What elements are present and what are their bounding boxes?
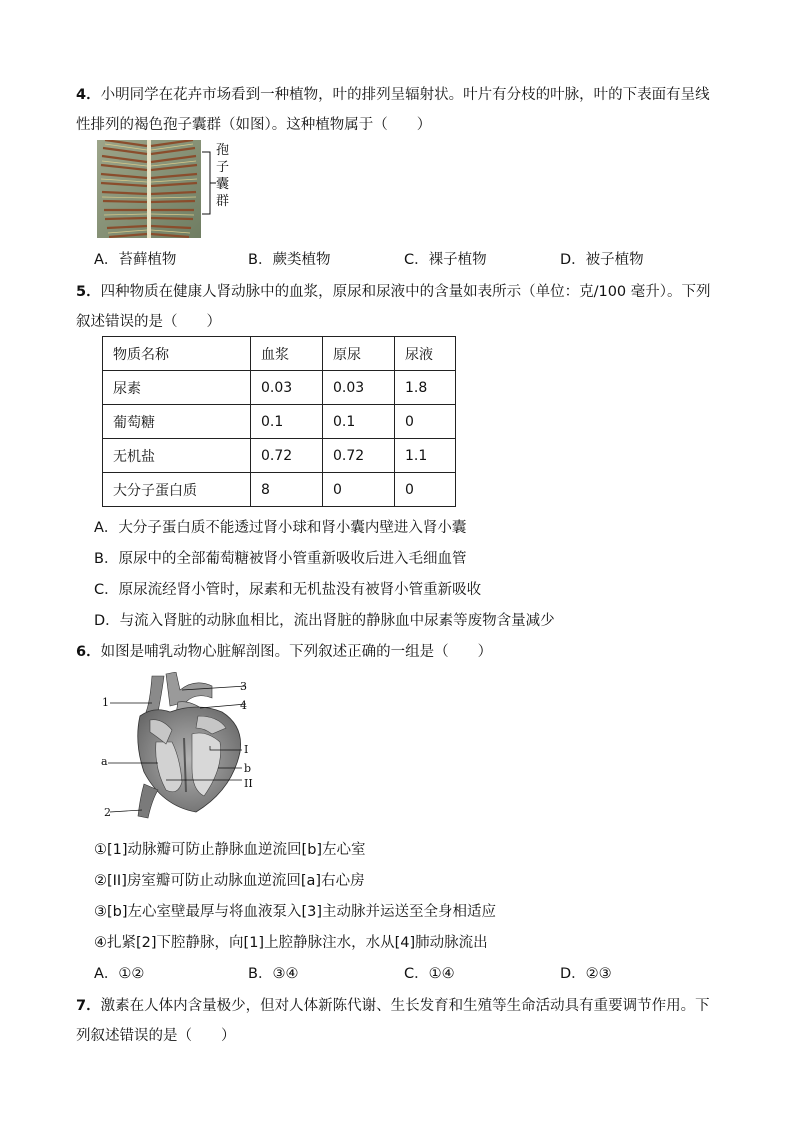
heart-label-4: 4	[240, 699, 247, 712]
table-cell: 0.1	[323, 405, 395, 439]
q6-option-d: D．②③	[560, 966, 612, 982]
table-header: 原尿	[323, 337, 395, 371]
q4-number: 4．	[76, 87, 101, 103]
q5-option-c: C．原尿流经肾小管时，尿素和无机盐没有被肾小管重新吸收	[94, 582, 482, 598]
table-cell: 0.72	[323, 439, 395, 473]
q5-number: 5．	[76, 284, 101, 300]
q7-number: 7．	[76, 998, 101, 1014]
sporangia-label: 孢子囊群	[216, 143, 230, 209]
heart-label-2: 2	[104, 806, 111, 819]
q7-text-1: 激素在人体内含量极少，但对人体新陈代谢、生长发育和生殖等生命活动具有重要调节作用。下	[100, 998, 710, 1014]
table-cell: 8	[251, 473, 323, 507]
table-cell: 0.03	[323, 371, 395, 405]
table-header: 尿液	[395, 337, 456, 371]
q5-option-b: B．原尿中的全部葡萄糖被肾小管重新吸收后进入毛细血管	[94, 551, 467, 567]
table-row	[103, 473, 456, 507]
table-header: 血浆	[251, 337, 323, 371]
q5-option-d: D．与流入肾脏的动脉血相比，流出肾脏的静脉血中尿素等废物含量减少	[94, 613, 555, 629]
table-cell: 1.8	[395, 371, 456, 405]
fern-leaf-image	[97, 140, 201, 238]
table-cell: 0.03	[251, 371, 323, 405]
q6-option-a: A．①②	[94, 966, 145, 982]
heart-label-a: a	[101, 755, 108, 768]
table-row	[103, 405, 456, 439]
q6-statement-4: ④扎紧[2]下腔静脉，向[1]上腔静脉注水，水从[4]肺动脉流出	[94, 935, 488, 951]
table-cell: 0	[395, 405, 456, 439]
q5-option-a: A．大分子蛋白质不能透过肾小球和肾小囊内壁进入肾小囊	[94, 520, 467, 536]
table-cell: 无机盐	[103, 439, 251, 473]
q7-line2: 列叙述错误的是（ ）	[76, 1028, 236, 1044]
table-header: 物质名称	[103, 337, 251, 371]
table-cell: 1.1	[395, 439, 456, 473]
table-cell: 葡萄糖	[103, 405, 251, 439]
q5-line2: 叙述错误的是（ ）	[76, 314, 221, 330]
heart-label-b: b	[244, 762, 252, 775]
substance-table	[102, 336, 456, 507]
q4-option-b: B．蕨类植物	[248, 252, 331, 268]
q5-line1	[76, 280, 711, 301]
q4-option-c: C．裸子植物	[404, 252, 487, 268]
q4-option-a: A．苔藓植物	[94, 252, 177, 268]
q6-option-b: B．③④	[248, 966, 299, 982]
q6-statement-2: ②[II]房室瓣可防止动脉血逆流回[a]右心房	[94, 873, 365, 889]
q5-text-1: 四种物质在健康人肾动脉中的血浆，原尿和尿液中的含量如表所示（单位：克/100 毫升）。下列	[100, 284, 711, 300]
heart-diagram	[100, 672, 260, 822]
heart-label-II: II	[244, 777, 253, 790]
heart-label-3: 3	[240, 680, 247, 693]
table-cell: 0.72	[251, 439, 323, 473]
q6-text-1: 如图是哺乳动物心脏解剖图。下列叙述正确的一组是（ ）	[100, 644, 493, 660]
q4-option-d: D．被子植物	[560, 252, 644, 268]
q6-statement-3: ③[b]左心室壁最厚与将血液泵入[3]主动脉并运送至全身相适应	[94, 904, 497, 920]
q4-text-1: 小明同学在花卉市场看到一种植物，叶的排列呈辐射状。叶片有分枝的叶脉，叶的下表面有呈线	[100, 87, 710, 103]
q4-line2: 性排列的褐色孢子囊群（如图）。这种植物属于（ ）	[76, 117, 432, 133]
table-row	[103, 439, 456, 473]
table-cell: 尿素	[103, 371, 251, 405]
q7-line1	[76, 994, 710, 1015]
q4-line1	[76, 83, 710, 104]
table-cell: 0	[323, 473, 395, 507]
table-cell: 大分子蛋白质	[103, 473, 251, 507]
heart-label-I: I	[244, 743, 249, 756]
table-row	[103, 371, 456, 405]
table-cell: 0	[395, 473, 456, 507]
table-cell: 0.1	[251, 405, 323, 439]
q6-option-c: C．①④	[404, 966, 455, 982]
q6-statement-1: ①[1]动脉瓣可防止静脉血逆流回[b]左心室	[94, 842, 366, 858]
q6-line1	[76, 640, 492, 661]
q6-number: 6．	[76, 644, 101, 660]
table-header-row	[103, 337, 456, 371]
heart-label-1: 1	[102, 696, 109, 709]
